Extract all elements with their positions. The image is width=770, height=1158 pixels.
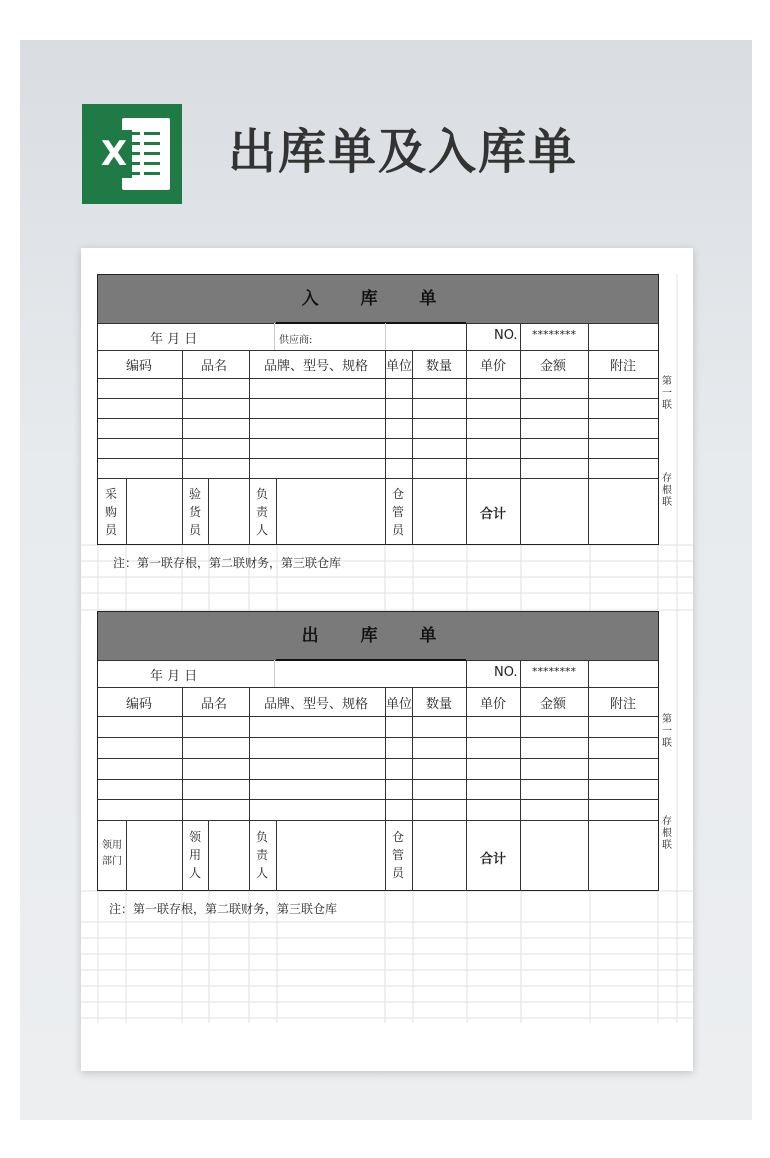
number-label: NO. <box>494 328 518 343</box>
signature-label: 仓管员 <box>391 830 404 880</box>
column-header: 品名 <box>201 697 228 712</box>
column-header: 单位 <box>386 359 413 374</box>
column-header: 附注 <box>610 359 637 374</box>
outbound-form <box>97 611 659 891</box>
copy-label: 存根联 <box>662 473 672 508</box>
excel-x-letter: X <box>96 130 132 178</box>
form-note: 注：第一联存根，第二联财务，第三联仓库 <box>109 902 338 916</box>
column-header: 品名 <box>201 359 228 374</box>
column-header: 品牌、型号、规格 <box>264 697 369 712</box>
column-header: 附注 <box>610 697 637 712</box>
number-value: ******** <box>532 328 576 341</box>
date-label: 年 月 日 <box>150 332 198 347</box>
signature-label: 负责人 <box>255 487 268 537</box>
column-header: 品牌、型号、规格 <box>264 359 369 374</box>
signature-label: 采购员 <box>104 487 117 537</box>
column-header: 单价 <box>480 359 507 374</box>
signature-label: 负责人 <box>255 830 268 880</box>
column-header: 数量 <box>426 697 453 712</box>
column-header: 单价 <box>480 697 507 712</box>
column-header: 金额 <box>540 359 567 374</box>
inbound-form <box>97 274 659 545</box>
form-note: 注：第一联存根，第二联财务，第三联仓库 <box>113 556 342 570</box>
number-label: NO. <box>494 665 518 680</box>
number-value: ******** <box>532 665 576 678</box>
column-header: 数量 <box>426 359 453 374</box>
total-label: 合计 <box>480 852 507 867</box>
date-label: 年 月 日 <box>150 669 198 684</box>
column-header: 单位 <box>386 697 413 712</box>
excel-icon <box>82 104 182 204</box>
copy-label: 第一联 <box>662 714 672 749</box>
column-header: 编码 <box>126 359 153 374</box>
signature-label: 领用人 <box>188 830 201 880</box>
supplier-label: 供应商: <box>279 335 313 346</box>
spreadsheet-paper <box>81 248 693 1071</box>
inbound-form-title: 入 库 单 <box>98 275 658 323</box>
column-header: 金额 <box>540 697 567 712</box>
column-header: 编码 <box>126 697 153 712</box>
outbound-form-title: 出 库 单 <box>98 612 658 660</box>
total-label: 合计 <box>480 507 507 522</box>
copy-label: 存根联 <box>662 816 672 851</box>
signature-label: 验货员 <box>188 487 201 537</box>
page-title: 出库单及入库单 <box>228 124 579 180</box>
signature-label: 仓管员 <box>391 487 404 537</box>
copy-label: 第一联 <box>662 376 672 411</box>
signature-label: 领用部门 <box>102 840 122 867</box>
